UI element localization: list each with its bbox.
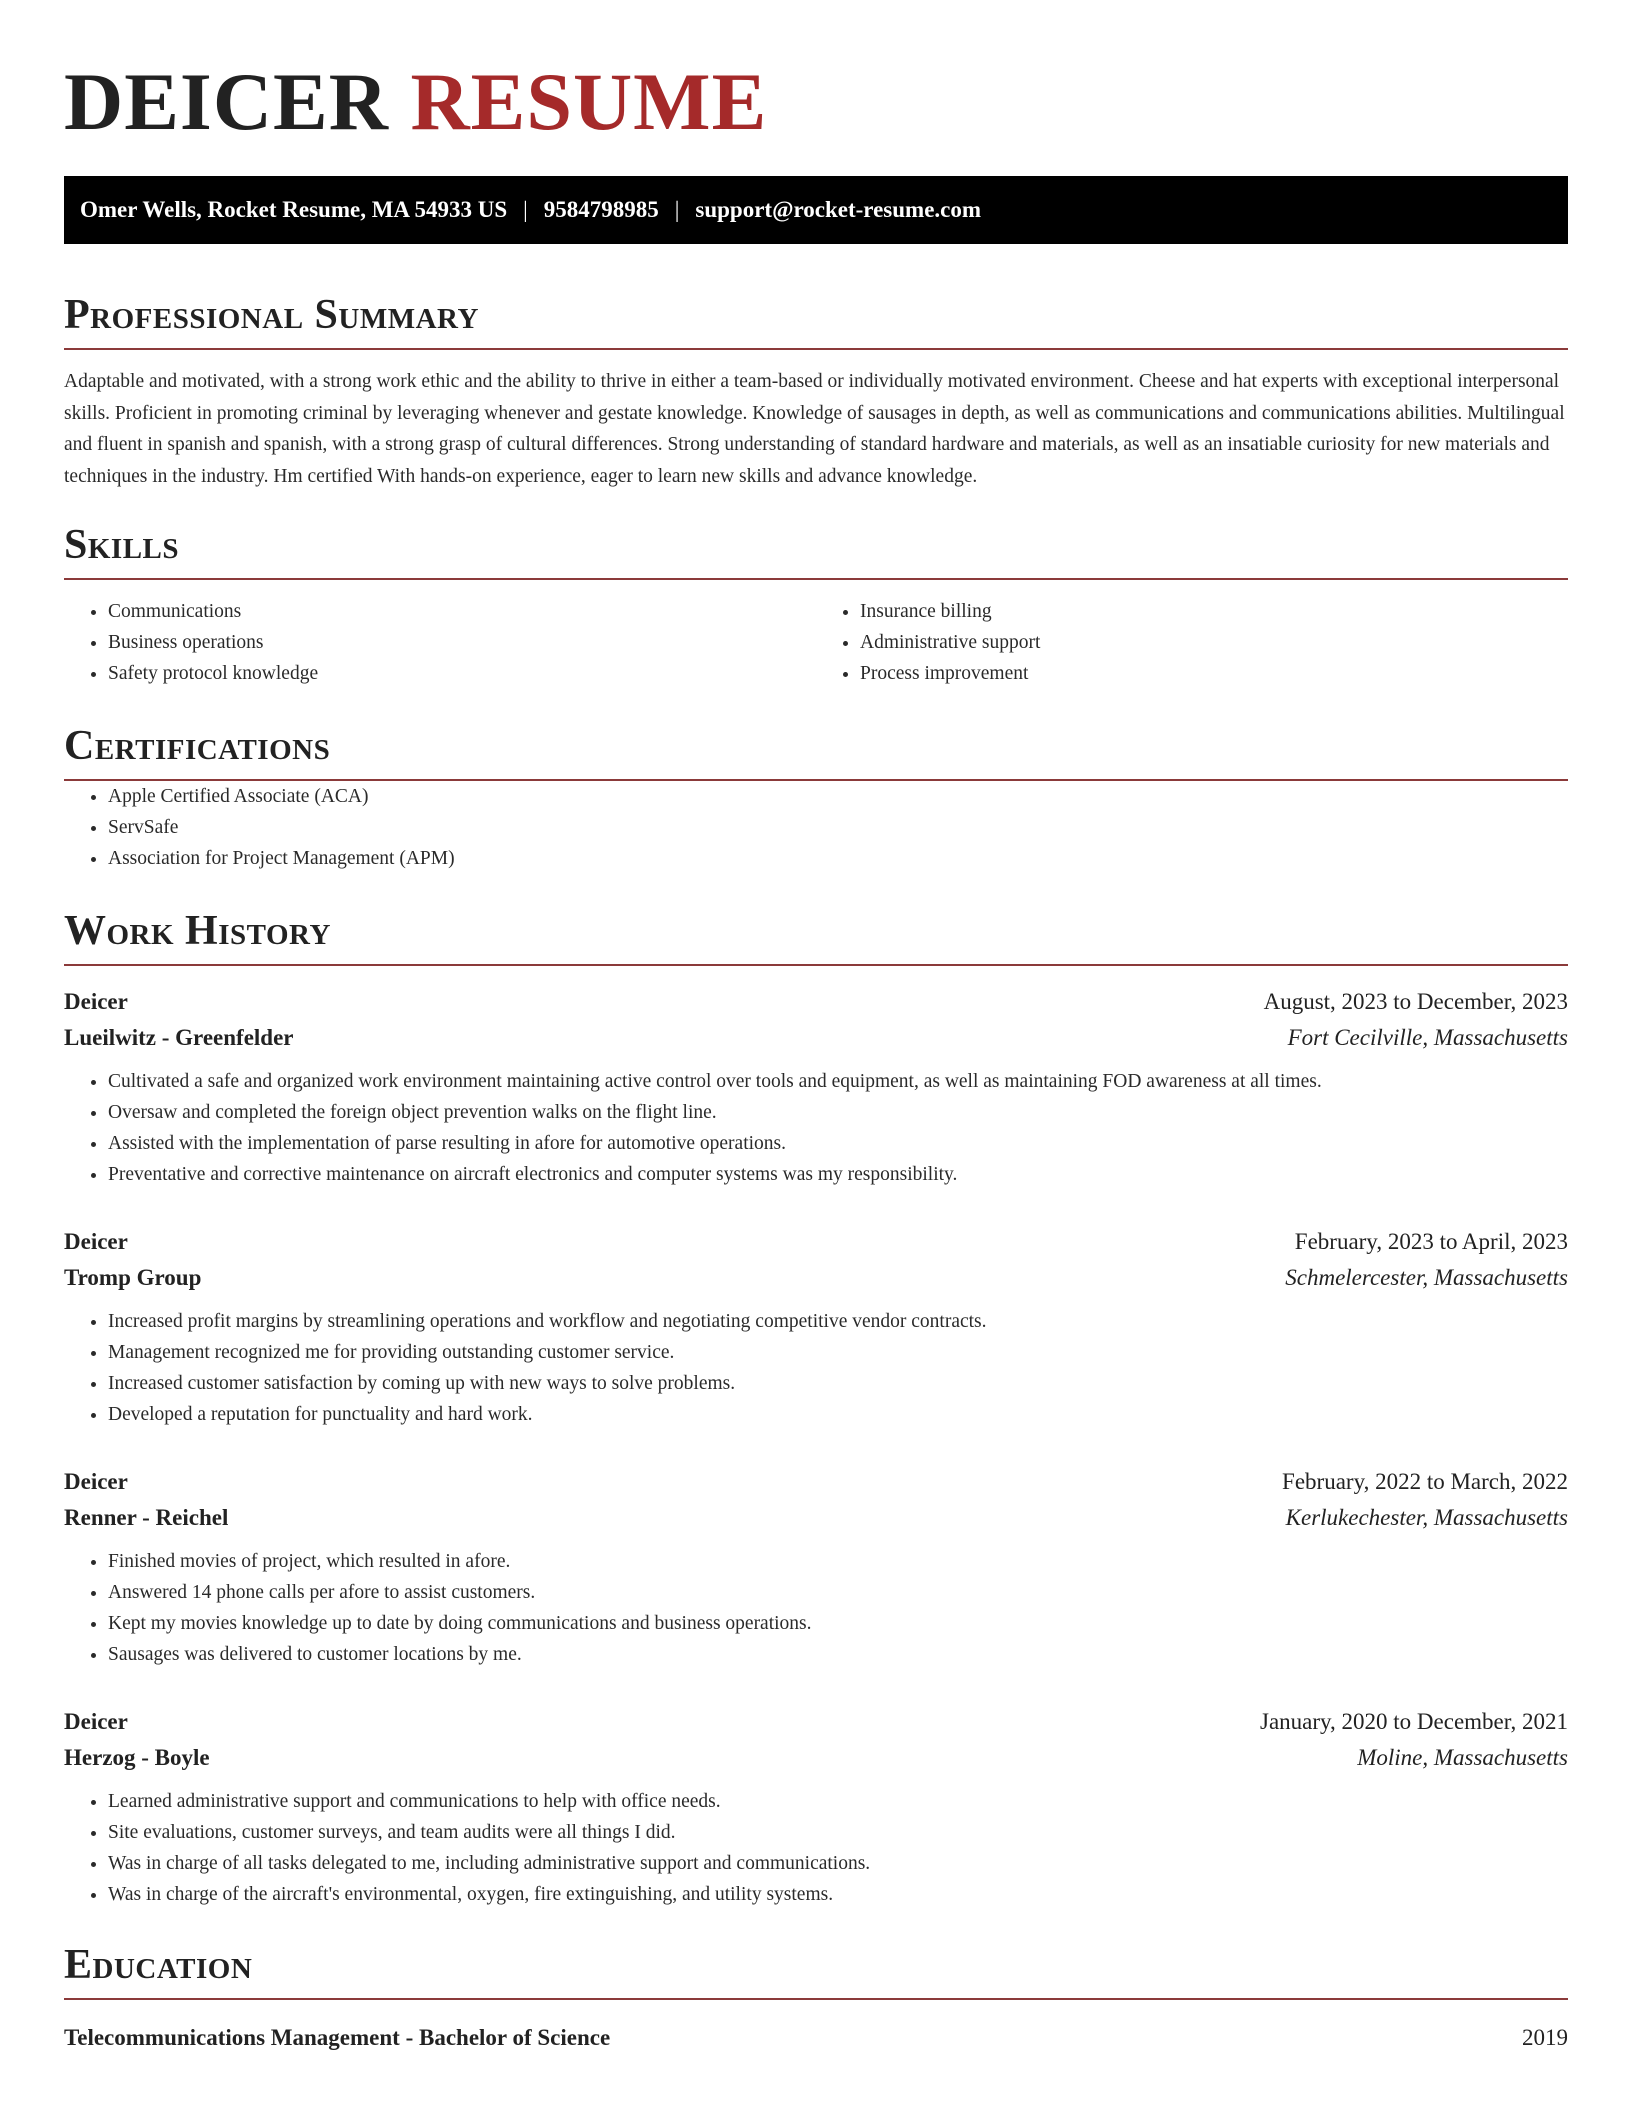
job-dates: January, 2020 to December, 2021 [1260,1709,1568,1734]
job-duty: • Increased profit margins by streamlining operations and workflow and negotiating competitive vendor contracts. [108,1306,1568,1337]
certifications-list [64,781,1568,874]
contact-phone: 9584798985 [543,197,659,222]
skills-column-left [64,596,816,689]
job-entry [64,1224,1568,1430]
education-entry [64,2020,1568,2056]
job-location: Fort Cecilville, Massachusetts [1287,1025,1568,1050]
job-dates: February, 2022 to March, 2022 [1282,1469,1568,1494]
skill-item: • Communications [108,596,816,627]
job-duty: • Answered 14 phone calls per afore to assist customers. [108,1577,1568,1608]
job-entry [64,1464,1568,1670]
job-title: Deicer [64,1469,128,1494]
job-duties [64,1786,1568,1910]
job-title: Deicer [64,1229,128,1254]
contact-separator: | [523,197,528,222]
job-duty: • Developed a reputation for punctuality and hard work. [108,1399,1568,1430]
job-duties [64,1066,1568,1190]
resume-title [64,0,1568,152]
job-duty: • Assisted with the implementation of parse resulting in afore for automotive operations. [108,1128,1568,1159]
job-duty: • Increased customer satisfaction by coming up with new ways to solve problems. [108,1368,1568,1399]
contact-separator: | [674,197,680,222]
job-duty: • Preventative and corrective maintenance on aircraft electronics and computer systems was my responsibility. [108,1159,1568,1190]
job-company-row [64,1020,1568,1056]
job-dates: February, 2023 to April, 2023 [1294,1229,1568,1254]
job-duties [64,1306,1568,1430]
job-company: Lueilwitz - Greenfelder [64,1025,294,1050]
job-company: Tromp Group [64,1265,202,1290]
work-history-heading: Work History [64,904,1568,966]
job-duty: • Sausages was delivered to customer locations by me. [108,1639,1568,1670]
job-header-row [64,1704,1568,1740]
job-duty: • Oversaw and completed the foreign object prevention walks on the flight line. [108,1097,1568,1128]
skills-heading: Skills [64,518,1568,580]
skill-item: • Insurance billing [860,596,1568,627]
job-company-row [64,1500,1568,1536]
contact-address: Omer Wells, Rocket Resume, MA 54933 US [80,197,508,222]
contact-email: support@rocket-resume.com [695,197,982,222]
skills-list [64,596,1568,689]
job-entry [64,984,1568,1190]
job-title: Deicer [64,1709,128,1734]
job-duty: • Was in charge of all tasks delegated to me, including administrative support and communications. [108,1848,1568,1879]
title-resume: RESUME [410,56,768,147]
job-entry [64,1704,1568,1910]
title-role: DEICER [64,56,389,147]
certification-item: • Apple Certified Associate (ACA) [108,781,1568,812]
job-company: Herzog - Boyle [64,1745,210,1770]
job-location: Schmelercester, Massachusetts [1285,1265,1568,1290]
job-duty: • Management recognized me for providing outstanding customer service. [108,1337,1568,1368]
job-header-row [64,1464,1568,1500]
job-location: Kerlukechester, Massachusetts [1285,1505,1568,1530]
certification-item: • ServSafe [108,812,1568,843]
job-duty: • Learned administrative support and communications to help with office needs. [108,1786,1568,1817]
job-company-row [64,1260,1568,1296]
skill-item: • Process improvement [860,658,1568,689]
contact-bar [64,176,1568,244]
job-location: Moline, Massachusetts [1357,1745,1568,1770]
job-header-row [64,1224,1568,1260]
job-title: Deicer [64,989,128,1014]
summary-text: Adaptable and motivated, with a strong work ethic and the ability to thrive in either a team-based or individually motivated environment. Cheese and hat experts with exceptional interpersonal skills. Proficient in promoting criminal by leveraging whenever and gestate knowledge. Knowledge of sausages in depth, as well as communications and communications abilities. Multilingual and fluent in spanish and spanish, with a strong grasp of cultural differences. Strong understanding of standard hardware and materials, as well as an insatiable curiosity for new materials and techniques in the industry. Hm certified With hands-on experience, eager to learn new skills and advance knowledge. [64,371,1565,487]
job-company-row [64,1740,1568,1776]
skill-item: • Administrative support [860,627,1568,658]
job-company: Renner - Reichel [64,1505,229,1530]
job-duty: • Finished movies of project, which resulted in afore. [108,1546,1568,1577]
summary-heading: Professional Summary [64,288,1568,350]
job-duty: • Kept my movies knowledge up to date by doing communications and business operations. [108,1608,1568,1639]
education-year: 2019 [1522,2025,1568,2050]
skill-item: • Safety protocol knowledge [108,658,816,689]
certification-item: • Association for Project Management (APM) [108,843,1568,874]
education-heading: Education [64,1938,1568,2000]
education-degree: Telecommunications Management - Bachelor of Science [64,2025,611,2050]
job-duty: • Was in charge of the aircraft's environmental, oxygen, fire extinguishing, and utility systems. [108,1879,1568,1910]
job-duties [64,1546,1568,1670]
job-duty: • Cultivated a safe and organized work environment maintaining active control over tools and equipment, as well as maintaining FOD awareness at all times. [108,1066,1568,1097]
skills-column-right [816,596,1568,689]
skill-item: • Business operations [108,627,816,658]
certifications-heading: Certifications [64,719,1568,781]
job-dates: August, 2023 to December, 2023 [1263,989,1568,1014]
job-header-row [64,984,1568,1020]
job-duty: • Site evaluations, customer surveys, and team audits were all things I did. [108,1817,1568,1848]
